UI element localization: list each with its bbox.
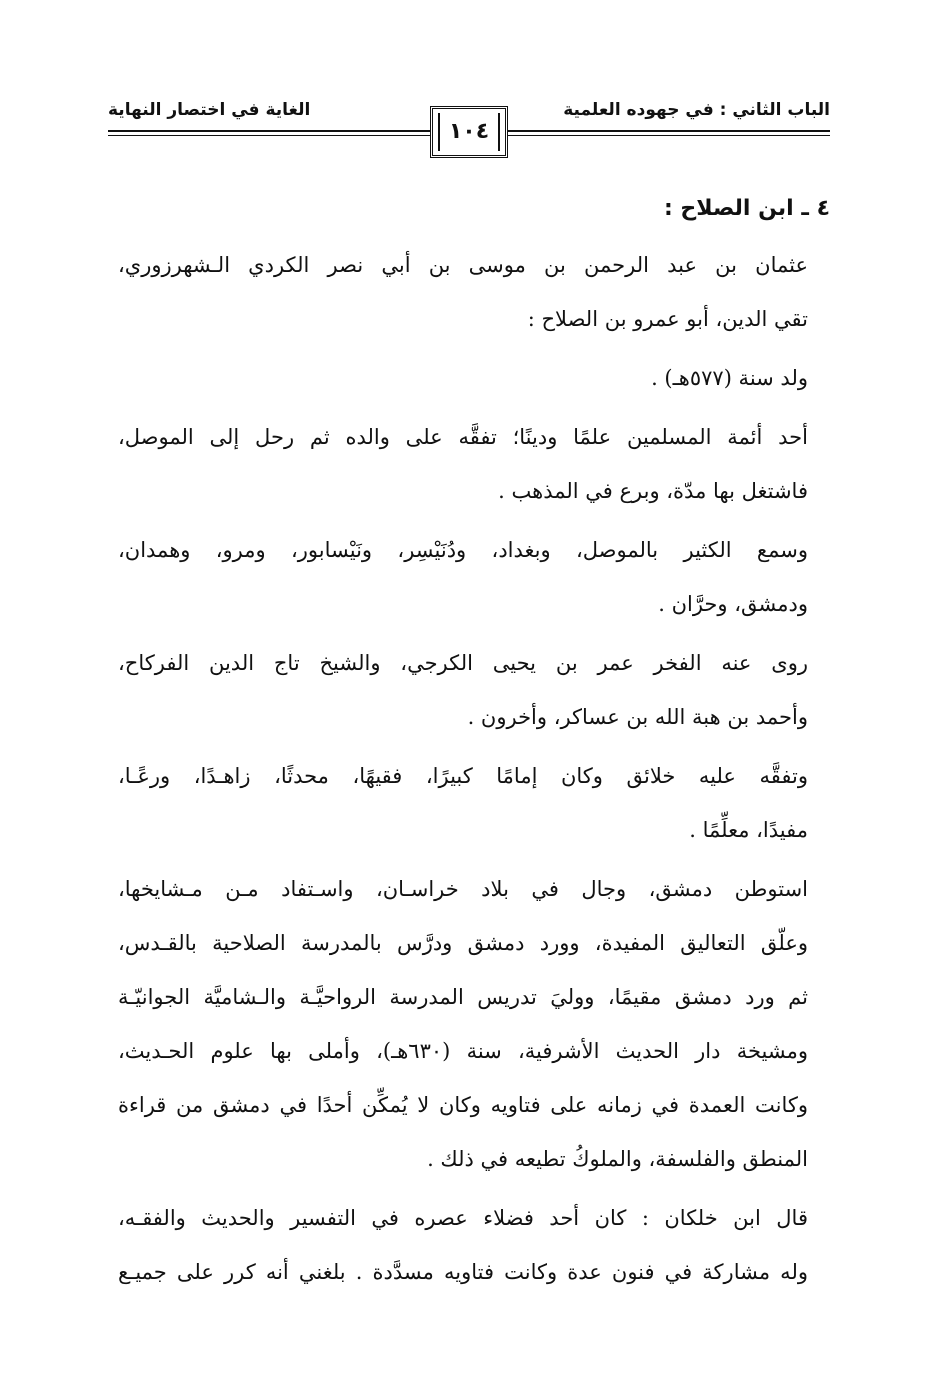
text-line: روى عنه الفخر عمر بن يحيى الكرجي، والشيخ تاج الدين الفركاح، (118, 651, 808, 675)
text-line: عثمان بن عبد الرحمن بن موسى بن أبي نصر الكردي الـشهرزوري، (118, 253, 808, 277)
page-body (118, 182, 830, 1304)
text-line: ومشيخة دار الحديث الأشرفية، سنة (٦٣٠هـ)، وأملى بها علوم الحـديث، (118, 1039, 808, 1063)
book-title: الغاية في اختصار النهاية (108, 100, 311, 120)
text-line: فاشتغل بها مدّة، وبرع في المذهب . (498, 479, 808, 503)
text-line: ثم ورد دمشق مقيمًا، ووليَ تدريس المدرسة الرواحيَّـة والـشاميَّة الجوانيّـة (118, 985, 808, 1009)
section-heading: ٤ ـ ابن الصلاح : (663, 196, 830, 221)
text-line: مفيدًا، معلِّمًا . (689, 818, 808, 842)
paragraph (118, 862, 830, 1186)
running-header (108, 92, 830, 162)
text-line: وسمع الكثير بالموصل، وبغداد، ودُنَيْسِر، ونَيْسابور، ومرو، وهمدان، (118, 538, 808, 562)
text-line: وله مشاركة في فنون عدة وكانت فتاويه مسدَّدة . بلغني أنه كرر على جميـع (118, 1260, 808, 1284)
paragraph (118, 238, 830, 346)
text-line: تقي الدين، أبو عمرو بن الصلاح : (527, 307, 808, 331)
page-number-frame (430, 106, 508, 158)
paragraph (118, 410, 830, 518)
paragraph (118, 749, 830, 857)
text-line: أحد أئمة المسلمين علمًا ودينًا؛ تفقَّه على والده ثم رحل إلى الموصل، (118, 425, 808, 449)
paragraph (118, 1191, 830, 1299)
text-line: وعلّق التعاليق المفيدة، وورد دمشق ودرَّس بالمدرسة الصلاحية بالقـدس، (118, 931, 808, 955)
text-line: قال ابن خلكان : كان أحد فضلاء عصره في التفسير والحديث والفقـه، (118, 1206, 808, 1230)
text-line: وكانت العمدة في زمانه على فتاويه وكان لا يُمكِّن أحدًا في دمشق من قراءة (118, 1093, 808, 1117)
text-line: ودمشق، وحرَّان . (658, 592, 808, 616)
paragraph (118, 523, 830, 631)
paragraph (118, 636, 830, 744)
text-line: استوطن دمشق، وجال في بلاد خراسـان، واسـتفاد مـن مـشايخها، (118, 877, 808, 901)
text-line: وتفقَّه عليه خلائق وكان إمامًا كبيرًا، فقيهًا، محدثًا، زاهـدًا، ورعًـا، (118, 764, 808, 788)
text-line: ولد سنة (٥٧٧هـ) . (651, 366, 808, 390)
text-line: وأحمد بن هبة الله بن عساكر، وأخرون . (467, 705, 808, 729)
text-line: المنطق والفلسفة، والملوكُ تطيعه في ذلك . (427, 1147, 808, 1171)
chapter-title: الباب الثاني : في جهوده العلمية (563, 100, 830, 120)
paragraph (118, 351, 830, 405)
page-number: ١٠٤ (448, 119, 490, 144)
